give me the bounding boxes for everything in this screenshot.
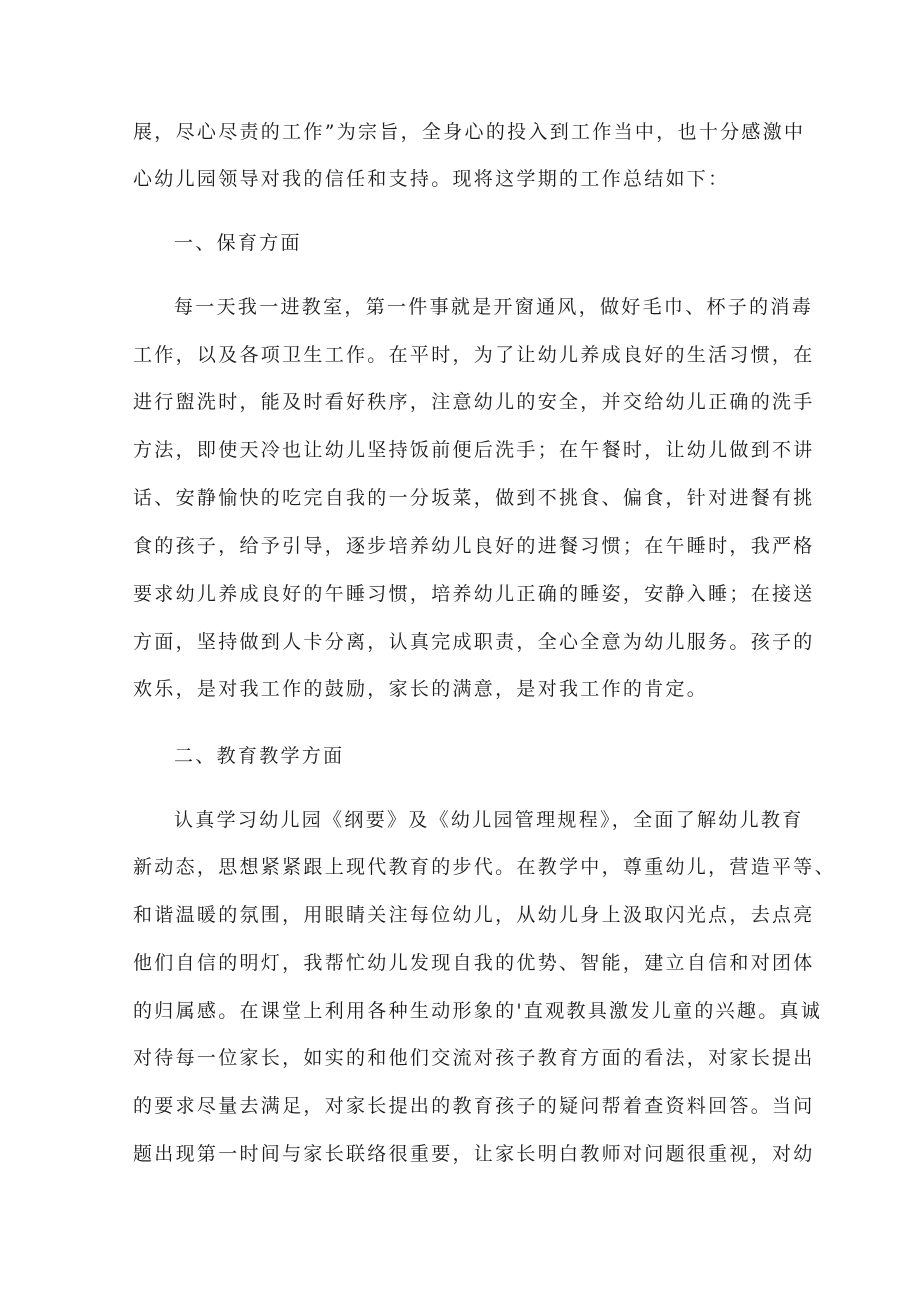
intro-line: 心幼儿园领导对我的信任和支持。现将这学期的工作总结如下： <box>133 168 730 190</box>
paragraph-line: 要求幼儿养成良好的午睡习惯，培养幼儿正确的睡姿，安静入睡；在接送 <box>133 583 815 605</box>
paragraph-line: 认真学习幼儿园《纲要》及《幼儿园管理规程》，全面了解幼儿教育 <box>174 809 804 831</box>
paragraph-line: 的要求尽量去满足，对家长提出的教育孩子的疑问帮着查资料回答。当问 <box>133 1095 815 1117</box>
intro-line: 展，尽心尽责的工作”为宗旨，全身心的投入到工作当中，也十分感激中 <box>133 121 806 143</box>
paragraph-line: 的归属感。在课堂上利用各种生动形象的'直观教具激发儿童的兴趣。真诚 <box>133 1000 823 1022</box>
paragraph-line: 欢乐，是对我工作的鼓励，家长的满意，是对我工作的肯定。 <box>133 678 709 700</box>
paragraph-line: 每一天我一进教室，第一件事就是开窗通风，做好毛巾、杯子的消毒 <box>174 296 814 318</box>
paragraph-line: 他们自信的明灯，我帮忙幼儿发现自我的优势、智能，建立自信和对团体 <box>133 952 815 974</box>
section-heading: 一、保育方面 <box>174 232 302 254</box>
paragraph-line: 方面，坚持做到人卡分离，认真完成职责，全心全意为幼儿服务。孩子的 <box>133 631 815 653</box>
section-heading: 二、教育教学方面 <box>174 745 345 767</box>
paragraph-line: 和谐温暖的氛围，用眼睛关注每位幼儿，从幼儿身上汲取闪光点，去点亮 <box>133 904 815 926</box>
paragraph-line: 新动态，思想紧紧跟上现代教育的步代。在教学中，尊重幼儿，营造平等、 <box>133 856 836 878</box>
paragraph-line: 进行盥洗时，能及时看好秩序，注意幼儿的安全，并交给幼儿正确的洗手 <box>133 391 815 413</box>
paragraph-line: 方法，即使天冷也让幼儿坚持饭前便后洗手；在午餐时，让幼儿做到不讲 <box>133 439 815 461</box>
paragraph-line: 工作，以及各项卫生工作。在平时，为了让幼儿养成良好的生活习惯，在 <box>133 344 815 366</box>
paragraph-line: 食的孩子，给予引导，逐步培养幼儿良好的进餐习惯；在午睡时，我严格 <box>133 535 815 557</box>
paragraph-line: 题出现第一时间与家长联络很重要，让家长明白教师对问题很重视，对幼 <box>133 1143 815 1165</box>
paragraph-line: 话、安静愉快的吃完自我的一分坂菜，做到不挑食、偏食，针对进餐有挑 <box>133 487 815 509</box>
paragraph-line: 对待每一位家长，如实的和他们交流对孩子教育方面的看法，对家长提出 <box>133 1047 815 1069</box>
